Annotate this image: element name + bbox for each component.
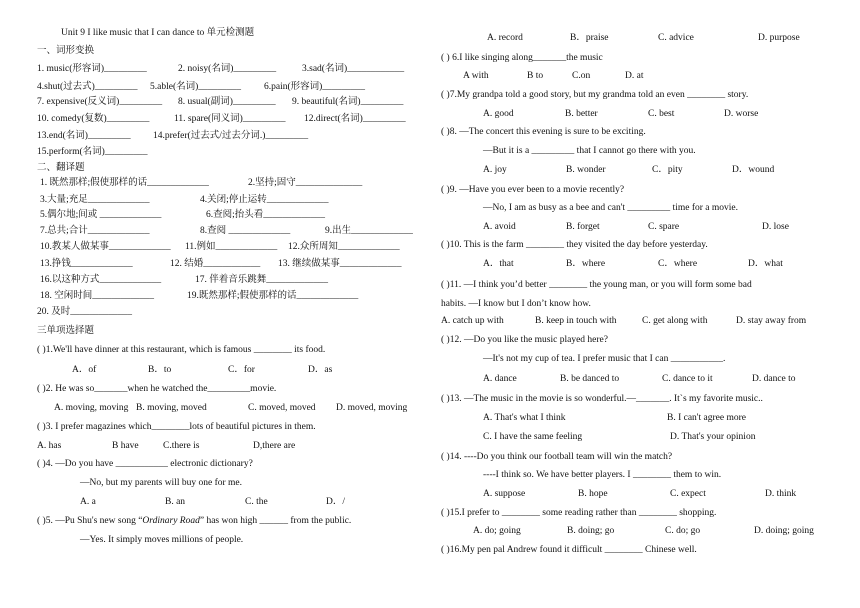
right-line-13: C. best [648, 109, 675, 119]
left-line-5: 3.sad(名词)____________ [302, 64, 405, 74]
left-line-20: 2.坚持;固守______________ [248, 178, 363, 188]
right-line-38: ( )12. —Do you like the music played here? [441, 335, 608, 345]
right-line-2: B．praise [570, 33, 609, 43]
right-line-35: B. keep in touch with [535, 316, 617, 326]
right-line-9: D. at [625, 71, 644, 81]
right-line-46: B. I can't agree more [667, 413, 746, 423]
right-line-3: C. advice [658, 33, 694, 43]
left-line-57: A. a [80, 497, 96, 507]
right-line-24: B. forget [566, 222, 600, 232]
right-line-39: —It's not my cup of tea. I prefer music that I can ___________. [483, 354, 726, 364]
right-line-21: ( )9. —Have you ever been to a movie recently? [441, 185, 625, 195]
left-line-17: 15.perform(名词)_________ [37, 147, 148, 157]
left-line-13: 11. spare(同义词)_________ [174, 114, 286, 124]
left-line-35: 17. 伴着音乐跳舞_____________ [195, 275, 329, 285]
left-line-8: 6.pain(形容词)_________ [264, 82, 366, 92]
right-line-47: C. I have the same feeling [483, 432, 583, 442]
left-line-51: A. has [37, 441, 62, 451]
left-line-30: 12.众所周知_____________ [288, 242, 400, 252]
right-line-25: C. spare [648, 222, 680, 232]
right-line-31: D．what [748, 259, 783, 269]
left-line-59: C. the [245, 497, 268, 507]
left-line-42: B．to [148, 365, 172, 375]
left-line-41: A．of [72, 365, 97, 375]
right-line-50: ----I think so. We have better players. I ________ them to win. [483, 470, 722, 480]
left-line-39: 三单项选择题 [37, 326, 95, 336]
right-line-10: ( )7.My grandpa told a good story, but my grandma told an even ________ story. [441, 90, 749, 100]
right-line-30: C．where [658, 259, 698, 269]
left-line-18: 二、翻译题 [37, 163, 85, 173]
right-line-16: —But it is a _________ that I cannot go there with you. [483, 146, 696, 156]
song-title: Ordinary Road [142, 516, 200, 526]
right-line-8: C.on [572, 71, 591, 81]
right-line-11: A. good [483, 109, 514, 119]
right-line-33: habits. —I know but I don’t know how. [441, 299, 591, 309]
right-line-14: D. worse [724, 109, 759, 119]
left-line-48: C. moved, moved [248, 403, 316, 413]
left-line-27: 9.出生_____________ [325, 226, 413, 236]
left-line-61: ( )5. —Pu Shu's new song “Ordinary Road” has won high ______ from the public. [37, 516, 352, 526]
left-line-60: D．/ [326, 497, 346, 507]
left-line-4: 2. noisy(名词)_________ [178, 64, 277, 74]
right-line-45: A. That's what I think [483, 413, 566, 423]
right-line-54: D. think [765, 489, 797, 499]
right-line-23: A. avoid [483, 222, 516, 232]
right-line-44: ( )13. —The music in the movie is so wonderful.—_______. It`s my favorite music.. [441, 394, 763, 404]
left-line-54: D,there are [253, 441, 296, 451]
left-line-16: 14.prefer(过去式/过去分词.)_________ [153, 131, 309, 141]
right-line-48: D. That's your opinion [670, 432, 756, 442]
right-line-51: A. suppose [483, 489, 526, 499]
right-line-40: A. dance [483, 374, 517, 384]
left-line-50: ( )3. I prefer magazines which________lots of beautiful pictures in them. [37, 422, 316, 432]
left-line-9: 7. expensive(反义词)_________ [37, 97, 163, 107]
left-line-3: 1. music(形容词)_________ [37, 64, 147, 74]
left-line-25: 7.总共;合计_____________ [40, 226, 150, 236]
left-line-58: B. an [165, 497, 186, 507]
left-line-52: B have [112, 441, 139, 451]
right-line-34: A. catch up with [441, 316, 504, 326]
right-line-55: ( )15.I prefer to ________ some reading rather than ________ shopping. [441, 508, 717, 518]
left-line-14: 12.direct(名词)_________ [304, 114, 406, 124]
right-line-60: ( )16.My pen pal Andrew found it difficult ________ Chinese well. [441, 545, 697, 555]
left-line-33: 13. 继续做某事_____________ [278, 259, 402, 269]
right-line-20: D．wound [732, 165, 775, 175]
left-line-40: ( )1.We'll have dinner at this restaurant, which is famous ________ its food. [37, 345, 326, 355]
left-line-38: 20. 及时_____________ [37, 307, 133, 317]
left-line-44: D．as [308, 365, 333, 375]
left-line-45: ( )2. He was so_______when he watched the_________movie. [37, 384, 277, 394]
left-line-29: 11.例如_____________ [185, 242, 278, 252]
right-line-29: B．where [566, 259, 606, 269]
right-line-57: B. doing; go [567, 526, 615, 536]
left-line-46: A. moving, moving [54, 403, 129, 413]
right-line-27: ( )10. This is the farm ________ they visited the day before yesterday. [441, 240, 708, 250]
right-line-32: ( )11. —I think you’d better ________ the young man, or you will form some bad [441, 280, 752, 290]
left-line-62: —Yes. It simply moves millions of people. [80, 535, 244, 545]
left-line-37: 19.既然那样;假使那样的话_____________ [187, 291, 359, 301]
left-line-47: B. moving, moved [136, 403, 207, 413]
right-line-52: B. hope [578, 489, 608, 499]
left-line-22: 4.关闭;停止运转_____________ [200, 195, 329, 205]
left-line-23: 5.偶尔地;间或 _____________ [40, 210, 162, 220]
right-line-5: ( ) 6.I like singing along_______the music [441, 53, 603, 63]
right-line-43: D. dance to [752, 374, 796, 384]
left-line-11: 9. beautiful(名词)_________ [292, 97, 404, 107]
left-line-49: D. moved, moving [336, 403, 408, 413]
right-line-26: D. lose [762, 222, 789, 232]
left-line-28: 10.教某人做某事_____________ [40, 242, 171, 252]
left-line-56: —No, but my parents will buy one for me. [80, 478, 243, 488]
right-line-4: D. purpose [758, 33, 800, 43]
left-line-19: 1. 既然那样;假使那样的话_____________ [40, 178, 209, 188]
left-line-26: 8.查阅 _____________ [200, 226, 291, 236]
left-line-10: 8. usual(副词)_________ [178, 97, 276, 107]
right-line-1: A. record [487, 33, 523, 43]
left-line-15: 13.end(名词)_________ [37, 131, 131, 141]
right-line-49: ( )14. ----Do you think our football team will win the match? [441, 452, 673, 462]
right-line-37: D. stay away from [736, 316, 807, 326]
right-line-56: A. do; going [473, 526, 521, 536]
right-line-17: A. joy [483, 165, 507, 175]
left-line-12: 10. comedy(复数)_________ [37, 114, 150, 124]
right-line-22: —No, I am as busy as a bee and can't _________ time for a movie. [483, 203, 738, 213]
right-line-41: B. be danced to [560, 374, 620, 384]
right-line-58: C. do; go [665, 526, 701, 536]
left-line-21: 3.大量;充足_____________ [40, 195, 150, 205]
right-line-19: C．pity [652, 165, 683, 175]
right-line-36: C. get along with [642, 316, 708, 326]
left-line-32: 12. 结婚____________ [170, 259, 261, 269]
left-line-7: 5.able(名词)_________ [150, 82, 242, 92]
right-line-6: A with [463, 71, 489, 81]
right-line-42: C. dance to it [662, 374, 713, 384]
right-line-28: A．that [483, 259, 514, 269]
left-line-43: C．for [228, 365, 255, 375]
left-line-36: 18. 空闲时间_____________ [40, 291, 155, 301]
right-line-53: C. expect [670, 489, 706, 499]
right-line-15: ( )8. —The concert this evening is sure to be exciting. [441, 127, 646, 137]
left-line-24: 6.查阅;抬头看_____________ [206, 210, 326, 220]
left-line-53: C.there is [163, 441, 200, 451]
left-line-55: ( )4. —Do you have ___________ electronic dictionary? [37, 459, 253, 469]
left-line-1: Unit 9 I like music that I can dance to 单元检测题 [61, 28, 255, 38]
left-line-2: 一、词形变换 [37, 46, 95, 56]
right-line-18: B. wonder [566, 165, 606, 175]
right-line-7: B to [527, 71, 544, 81]
left-line-6: 4.shut(过去式)_________ [37, 82, 138, 92]
left-line-34: 16.以这种方式_____________ [40, 275, 162, 285]
right-line-12: B. better [565, 109, 598, 119]
right-line-59: D. doing; going [754, 526, 814, 536]
left-line-31: 13.挣钱_____________ [40, 259, 133, 269]
